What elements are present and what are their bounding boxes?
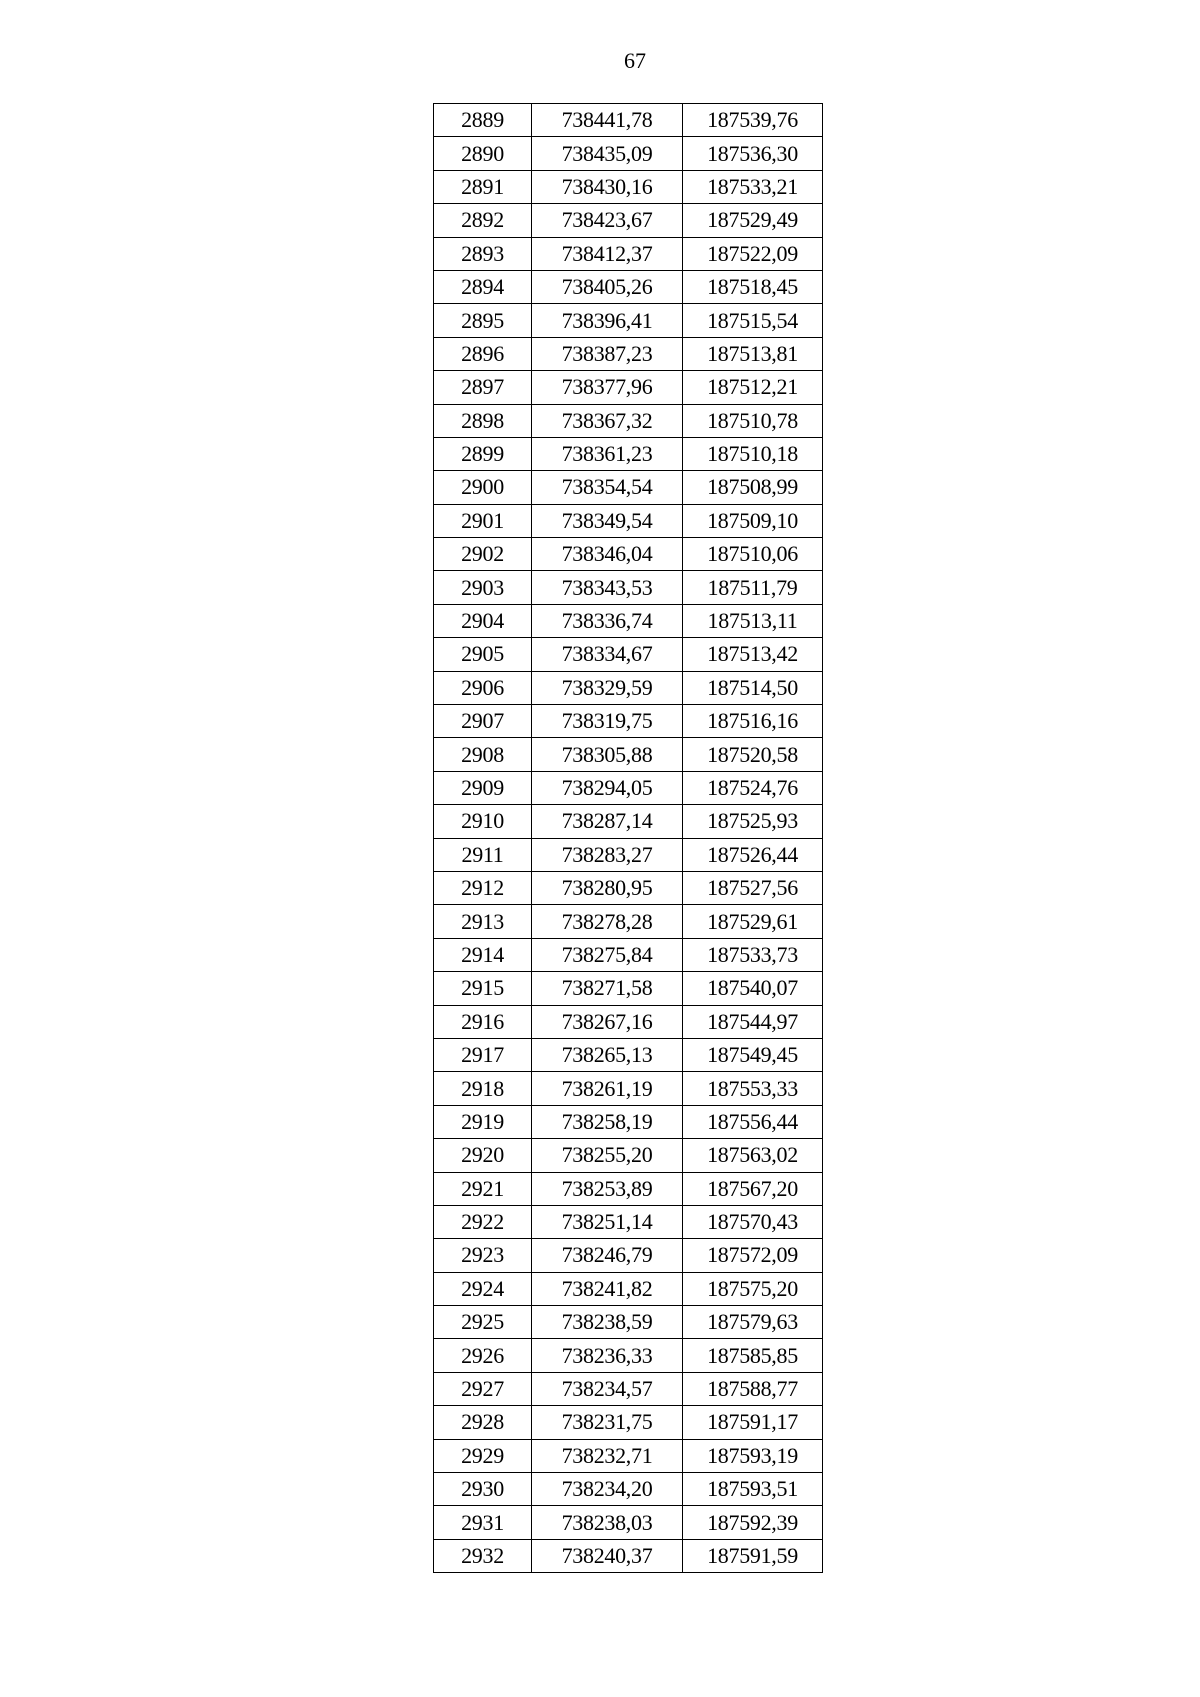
point-number-cell: 2920 xyxy=(434,1139,532,1172)
point-number-cell: 2898 xyxy=(434,404,532,437)
point-number-cell: 2893 xyxy=(434,237,532,270)
y-coordinate-cell: 187510,18 xyxy=(683,437,823,470)
table-row xyxy=(434,270,823,303)
x-coordinate-cell: 738430,16 xyxy=(532,170,683,203)
x-coordinate-cell: 738283,27 xyxy=(532,838,683,871)
x-coordinate-cell: 738319,75 xyxy=(532,705,683,738)
x-coordinate-cell: 738253,89 xyxy=(532,1172,683,1205)
page-number: 67 xyxy=(624,48,646,73)
y-coordinate-cell: 187525,93 xyxy=(683,805,823,838)
table-row xyxy=(434,170,823,203)
point-number-cell: 2928 xyxy=(434,1406,532,1439)
table-row xyxy=(434,1372,823,1405)
x-coordinate-cell: 738361,23 xyxy=(532,437,683,470)
coordinates-table xyxy=(433,103,823,1573)
point-number-cell: 2894 xyxy=(434,270,532,303)
point-number-cell: 2922 xyxy=(434,1205,532,1238)
point-number-cell: 2915 xyxy=(434,972,532,1005)
x-coordinate-cell: 738305,88 xyxy=(532,738,683,771)
point-number-cell: 2907 xyxy=(434,705,532,738)
table-row xyxy=(434,671,823,704)
x-coordinate-cell: 738238,59 xyxy=(532,1306,683,1339)
x-coordinate-cell: 738238,03 xyxy=(532,1506,683,1539)
x-coordinate-cell: 738354,54 xyxy=(532,471,683,504)
table-row xyxy=(434,1539,823,1572)
point-number-cell: 2919 xyxy=(434,1105,532,1138)
point-number-cell: 2910 xyxy=(434,805,532,838)
y-coordinate-cell: 187520,58 xyxy=(683,738,823,771)
x-coordinate-cell: 738387,23 xyxy=(532,337,683,370)
table-row xyxy=(434,304,823,337)
y-coordinate-cell: 187539,76 xyxy=(683,104,823,137)
x-coordinate-cell: 738232,71 xyxy=(532,1439,683,1472)
point-number-cell: 2889 xyxy=(434,104,532,137)
table-row xyxy=(434,972,823,1005)
point-number-cell: 2901 xyxy=(434,504,532,537)
point-number-cell: 2926 xyxy=(434,1339,532,1372)
y-coordinate-cell: 187513,81 xyxy=(683,337,823,370)
x-coordinate-cell: 738280,95 xyxy=(532,871,683,904)
table-row xyxy=(434,237,823,270)
y-coordinate-cell: 187567,20 xyxy=(683,1172,823,1205)
table-row xyxy=(434,1139,823,1172)
y-coordinate-cell: 187518,45 xyxy=(683,270,823,303)
y-coordinate-cell: 187515,54 xyxy=(683,304,823,337)
x-coordinate-cell: 738396,41 xyxy=(532,304,683,337)
point-number-cell: 2890 xyxy=(434,137,532,170)
y-coordinate-cell: 187513,42 xyxy=(683,638,823,671)
y-coordinate-cell: 187510,06 xyxy=(683,538,823,571)
point-number-cell: 2927 xyxy=(434,1372,532,1405)
point-number-cell: 2918 xyxy=(434,1072,532,1105)
table-row xyxy=(434,638,823,671)
y-coordinate-cell: 187511,79 xyxy=(683,571,823,604)
table-row xyxy=(434,437,823,470)
point-number-cell: 2917 xyxy=(434,1038,532,1071)
x-coordinate-cell: 738251,14 xyxy=(532,1205,683,1238)
point-number-cell: 2914 xyxy=(434,938,532,971)
x-coordinate-cell: 738435,09 xyxy=(532,137,683,170)
point-number-cell: 2891 xyxy=(434,170,532,203)
table-row xyxy=(434,771,823,804)
x-coordinate-cell: 738346,04 xyxy=(532,538,683,571)
y-coordinate-cell: 187533,73 xyxy=(683,938,823,971)
x-coordinate-cell: 738329,59 xyxy=(532,671,683,704)
x-coordinate-cell: 738349,54 xyxy=(532,504,683,537)
table-row xyxy=(434,1506,823,1539)
y-coordinate-cell: 187522,09 xyxy=(683,237,823,270)
x-coordinate-cell: 738405,26 xyxy=(532,270,683,303)
x-coordinate-cell: 738241,82 xyxy=(532,1272,683,1305)
point-number-cell: 2911 xyxy=(434,838,532,871)
y-coordinate-cell: 187593,51 xyxy=(683,1473,823,1506)
table-row xyxy=(434,871,823,904)
table-row xyxy=(434,1072,823,1105)
point-number-cell: 2929 xyxy=(434,1439,532,1472)
point-number-cell: 2909 xyxy=(434,771,532,804)
table-row xyxy=(434,604,823,637)
table-row xyxy=(434,337,823,370)
x-coordinate-cell: 738265,13 xyxy=(532,1038,683,1071)
point-number-cell: 2925 xyxy=(434,1306,532,1339)
x-coordinate-cell: 738367,32 xyxy=(532,404,683,437)
x-coordinate-cell: 738240,37 xyxy=(532,1539,683,1572)
point-number-cell: 2923 xyxy=(434,1239,532,1272)
table-row xyxy=(434,204,823,237)
y-coordinate-cell: 187540,07 xyxy=(683,972,823,1005)
y-coordinate-cell: 187553,33 xyxy=(683,1072,823,1105)
y-coordinate-cell: 187572,09 xyxy=(683,1239,823,1272)
y-coordinate-cell: 187593,19 xyxy=(683,1439,823,1472)
x-coordinate-cell: 738278,28 xyxy=(532,905,683,938)
y-coordinate-cell: 187563,02 xyxy=(683,1139,823,1172)
point-number-cell: 2899 xyxy=(434,437,532,470)
y-coordinate-cell: 187512,21 xyxy=(683,371,823,404)
point-number-cell: 2905 xyxy=(434,638,532,671)
x-coordinate-cell: 738294,05 xyxy=(532,771,683,804)
x-coordinate-cell: 738287,14 xyxy=(532,805,683,838)
x-coordinate-cell: 738236,33 xyxy=(532,1339,683,1372)
point-number-cell: 2896 xyxy=(434,337,532,370)
table-row xyxy=(434,404,823,437)
y-coordinate-cell: 187536,30 xyxy=(683,137,823,170)
y-coordinate-cell: 187549,45 xyxy=(683,1038,823,1071)
y-coordinate-cell: 187509,10 xyxy=(683,504,823,537)
x-coordinate-cell: 738246,79 xyxy=(532,1239,683,1272)
table-row xyxy=(434,938,823,971)
point-number-cell: 2906 xyxy=(434,671,532,704)
y-coordinate-cell: 187514,50 xyxy=(683,671,823,704)
y-coordinate-cell: 187544,97 xyxy=(683,1005,823,1038)
y-coordinate-cell: 187529,49 xyxy=(683,204,823,237)
table-row xyxy=(434,1205,823,1238)
y-coordinate-cell: 187592,39 xyxy=(683,1506,823,1539)
table-row xyxy=(434,504,823,537)
point-number-cell: 2903 xyxy=(434,571,532,604)
x-coordinate-cell: 738334,67 xyxy=(532,638,683,671)
table-row xyxy=(434,1038,823,1071)
point-number-cell: 2921 xyxy=(434,1172,532,1205)
y-coordinate-cell: 187570,43 xyxy=(683,1205,823,1238)
point-number-cell: 2930 xyxy=(434,1473,532,1506)
table-row xyxy=(434,538,823,571)
x-coordinate-cell: 738412,37 xyxy=(532,237,683,270)
table-row xyxy=(434,137,823,170)
table-row xyxy=(434,1272,823,1305)
point-number-cell: 2895 xyxy=(434,304,532,337)
y-coordinate-cell: 187527,56 xyxy=(683,871,823,904)
point-number-cell: 2900 xyxy=(434,471,532,504)
table-row xyxy=(434,1406,823,1439)
point-number-cell: 2932 xyxy=(434,1539,532,1572)
point-number-cell: 2908 xyxy=(434,738,532,771)
x-coordinate-cell: 738255,20 xyxy=(532,1139,683,1172)
x-coordinate-cell: 738275,84 xyxy=(532,938,683,971)
table-row xyxy=(434,1105,823,1138)
x-coordinate-cell: 738267,16 xyxy=(532,1005,683,1038)
y-coordinate-cell: 187508,99 xyxy=(683,471,823,504)
table-row xyxy=(434,1239,823,1272)
y-coordinate-cell: 187556,44 xyxy=(683,1105,823,1138)
x-coordinate-cell: 738234,20 xyxy=(532,1473,683,1506)
y-coordinate-cell: 187526,44 xyxy=(683,838,823,871)
y-coordinate-cell: 187585,85 xyxy=(683,1339,823,1372)
table-row xyxy=(434,738,823,771)
table-row xyxy=(434,1439,823,1472)
table-row xyxy=(434,805,823,838)
y-coordinate-cell: 187579,63 xyxy=(683,1306,823,1339)
table-row xyxy=(434,705,823,738)
table-row xyxy=(434,471,823,504)
point-number-cell: 2897 xyxy=(434,371,532,404)
y-coordinate-cell: 187529,61 xyxy=(683,905,823,938)
x-coordinate-cell: 738343,53 xyxy=(532,571,683,604)
table-row xyxy=(434,1005,823,1038)
x-coordinate-cell: 738441,78 xyxy=(532,104,683,137)
table-row xyxy=(434,371,823,404)
x-coordinate-cell: 738377,96 xyxy=(532,371,683,404)
y-coordinate-cell: 187591,17 xyxy=(683,1406,823,1439)
point-number-cell: 2892 xyxy=(434,204,532,237)
point-number-cell: 2931 xyxy=(434,1506,532,1539)
x-coordinate-cell: 738234,57 xyxy=(532,1372,683,1405)
x-coordinate-cell: 738258,19 xyxy=(532,1105,683,1138)
y-coordinate-cell: 187516,16 xyxy=(683,705,823,738)
y-coordinate-cell: 187533,21 xyxy=(683,170,823,203)
point-number-cell: 2916 xyxy=(434,1005,532,1038)
x-coordinate-cell: 738261,19 xyxy=(532,1072,683,1105)
point-number-cell: 2913 xyxy=(434,905,532,938)
table-row xyxy=(434,104,823,137)
table-row xyxy=(434,1172,823,1205)
table-row xyxy=(434,1306,823,1339)
point-number-cell: 2924 xyxy=(434,1272,532,1305)
y-coordinate-cell: 187524,76 xyxy=(683,771,823,804)
table-row xyxy=(434,1473,823,1506)
x-coordinate-cell: 738231,75 xyxy=(532,1406,683,1439)
table-row xyxy=(434,1339,823,1372)
point-number-cell: 2904 xyxy=(434,604,532,637)
y-coordinate-cell: 187575,20 xyxy=(683,1272,823,1305)
x-coordinate-cell: 738271,58 xyxy=(532,972,683,1005)
x-coordinate-cell: 738336,74 xyxy=(532,604,683,637)
y-coordinate-cell: 187510,78 xyxy=(683,404,823,437)
y-coordinate-cell: 187591,59 xyxy=(683,1539,823,1572)
coordinates-table-body xyxy=(434,104,823,1573)
table-row xyxy=(434,838,823,871)
y-coordinate-cell: 187513,11 xyxy=(683,604,823,637)
point-number-cell: 2912 xyxy=(434,871,532,904)
table-row xyxy=(434,571,823,604)
point-number-cell: 2902 xyxy=(434,538,532,571)
x-coordinate-cell: 738423,67 xyxy=(532,204,683,237)
y-coordinate-cell: 187588,77 xyxy=(683,1372,823,1405)
table-row xyxy=(434,905,823,938)
